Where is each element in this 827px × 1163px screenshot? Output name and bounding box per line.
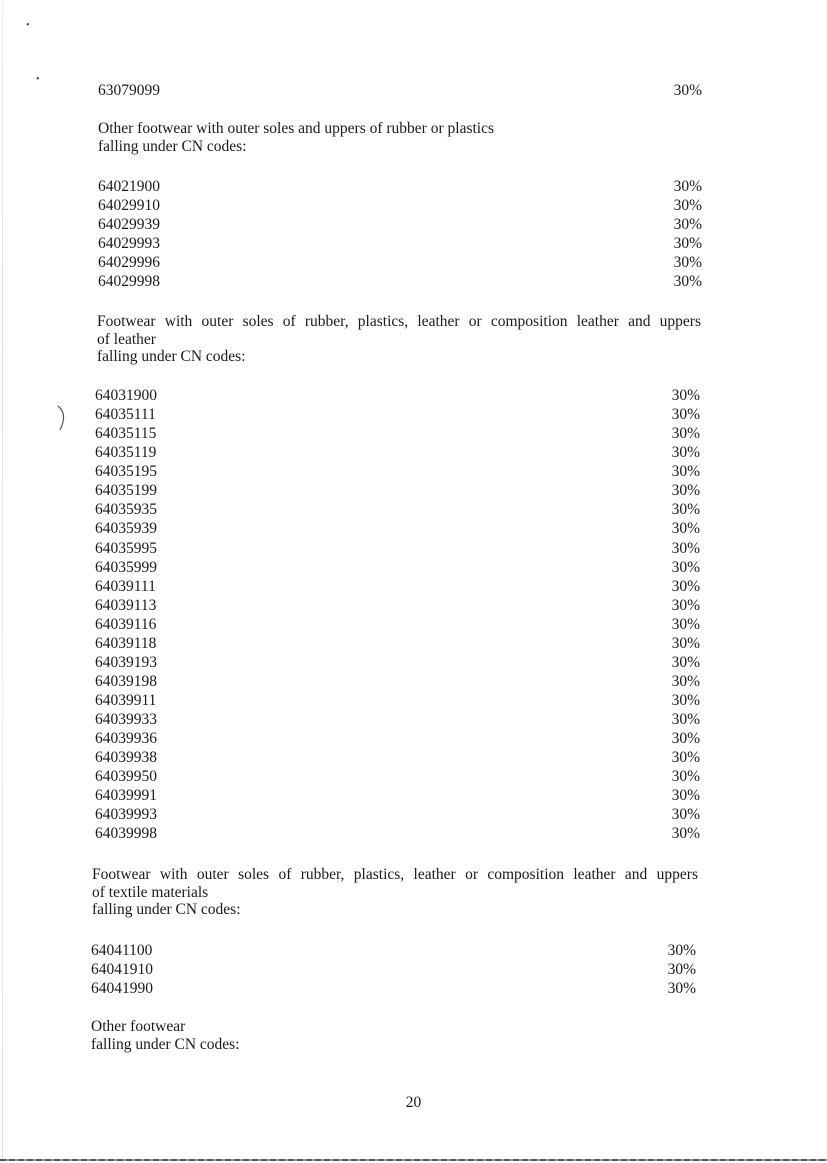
duty-rate: 30% [671, 616, 700, 633]
duty-rate: 30% [673, 235, 702, 252]
cn-code: 64039111 [95, 578, 156, 595]
cn-code: 64041100 [91, 942, 153, 959]
heading-line: falling under CN codes: [91, 1035, 240, 1053]
heading-line: falling under CN codes: [97, 348, 246, 365]
heading-line: of textile materials [92, 883, 209, 901]
duty-rate: 30% [667, 961, 696, 978]
heading-line: falling under CN codes: [98, 137, 247, 155]
cn-code: 64035119 [95, 444, 157, 461]
scan-speck: • [36, 74, 40, 85]
cn-code: 64021900 [98, 178, 160, 195]
cn-code: 64029910 [98, 197, 160, 214]
duty-rate: 30% [673, 216, 702, 233]
duty-rate: 30% [671, 768, 700, 785]
duty-rate: 30% [671, 654, 700, 671]
duty-rate: 30% [671, 463, 700, 480]
section-heading [92, 866, 698, 919]
duty-rate: 30% [667, 942, 696, 959]
cn-code: 64039938 [95, 749, 157, 766]
cn-code: 64041990 [91, 980, 153, 997]
cn-code: 64035199 [95, 482, 157, 499]
cn-code: 64039198 [95, 673, 157, 690]
duty-rate: 30% [671, 444, 700, 461]
duty-rate: 30% [673, 178, 702, 195]
cn-code: 64039113 [95, 597, 157, 614]
duty-rate: 30% [671, 597, 700, 614]
cn-code: 64035195 [95, 463, 157, 480]
duty-rate: 30% [671, 425, 700, 442]
duty-rate: 30% [673, 254, 702, 271]
cn-code: 64039933 [95, 711, 157, 728]
duty-rate: 30% [671, 825, 700, 842]
cn-code: 64031900 [95, 387, 157, 404]
cn-code: 64039950 [95, 768, 157, 785]
cn-code: 64029939 [98, 216, 160, 233]
heading-line: of leather [97, 330, 156, 348]
heading-line: falling under CN codes: [92, 901, 241, 918]
cn-code: 64029998 [98, 273, 160, 290]
duty-rate: 30% [673, 197, 702, 214]
duty-rate: 30% [671, 540, 700, 557]
section-heading [97, 313, 701, 366]
scan-bottom-edge [0, 1159, 827, 1161]
heading-line: Footwear with outer soles of rubber, plastics, leather or composition leather and uppers [92, 866, 698, 883]
cn-code: 64039118 [95, 635, 157, 652]
duty-rate: 30% [671, 501, 700, 518]
duty-rate: 30% [671, 635, 700, 652]
duty-rate: 30% [671, 520, 700, 537]
cn-code: 64029993 [98, 235, 160, 252]
heading-line: Other footwear with outer soles and uppers of rubber or plastics [98, 120, 494, 137]
cn-code: 64035935 [95, 501, 157, 518]
duty-rate: 30% [671, 806, 700, 823]
duty-rate: 30% [671, 387, 700, 404]
duty-rate: 30% [671, 749, 700, 766]
cn-code: 64035115 [95, 425, 157, 442]
duty-rate: 30% [671, 559, 700, 576]
scan-left-edge [2, 0, 3, 1163]
cn-code: 63079099 [98, 82, 160, 99]
section-heading [91, 1018, 391, 1053]
scan-speck: • [26, 20, 30, 31]
cn-code: 64041910 [91, 961, 153, 978]
cn-code: 64039116 [95, 616, 157, 633]
duty-rate: 30% [671, 482, 700, 499]
hole-punch-mark [56, 404, 70, 432]
duty-rate: 30% [671, 787, 700, 804]
cn-code: 64039936 [95, 730, 157, 747]
duty-rate: 30% [671, 578, 700, 595]
cn-code: 64035939 [95, 520, 157, 537]
section-heading [98, 120, 558, 155]
duty-rate: 30% [671, 711, 700, 728]
page-number: 20 [405, 1094, 422, 1111]
cn-code: 64039991 [95, 787, 157, 804]
duty-rate: 30% [671, 730, 700, 747]
cn-code: 64035995 [95, 540, 157, 557]
duty-rate: 30% [671, 406, 700, 423]
cn-code: 64035111 [95, 406, 156, 423]
cn-code: 64029996 [98, 254, 160, 271]
cn-code: 64039193 [95, 654, 157, 671]
duty-rate: 30% [673, 273, 702, 290]
cn-code: 64039911 [95, 692, 157, 709]
heading-line: Footwear with outer soles of rubber, plastics, leather or composition leather and uppers [97, 313, 701, 330]
cn-code: 64039998 [95, 825, 157, 842]
cn-code: 64035999 [95, 559, 157, 576]
duty-rate: 30% [673, 82, 702, 99]
duty-rate: 30% [671, 673, 700, 690]
duty-rate: 30% [667, 980, 696, 997]
heading-line: Other footwear [91, 1018, 186, 1035]
cn-code: 64039993 [95, 806, 157, 823]
duty-rate: 30% [671, 692, 700, 709]
